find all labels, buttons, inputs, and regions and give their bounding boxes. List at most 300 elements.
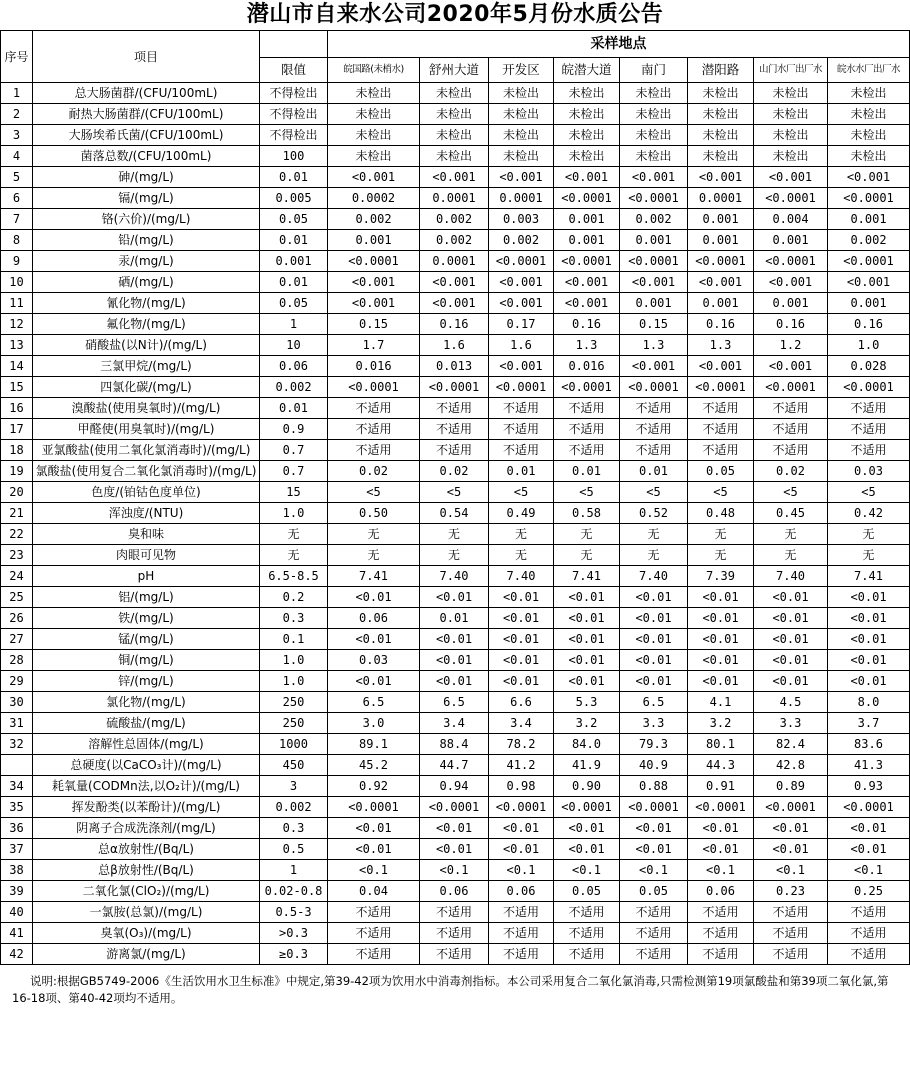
measured-value: 不适用: [620, 440, 688, 461]
measured-value: 不适用: [328, 440, 420, 461]
row-number: 7: [1, 209, 33, 230]
measured-value: 0.001: [554, 230, 620, 251]
measured-value: 未检出: [620, 146, 688, 167]
measured-value: <0.01: [620, 650, 688, 671]
table-row: [1, 734, 910, 755]
row-number: 17: [1, 419, 33, 440]
measured-value: <0.0001: [754, 797, 828, 818]
table-row: [1, 419, 910, 440]
measured-value: 不适用: [420, 944, 489, 965]
measured-value: 42.8: [754, 755, 828, 776]
limit-value: 250: [260, 713, 328, 734]
measured-value: 0.17: [489, 314, 554, 335]
measured-value: <0.0001: [554, 188, 620, 209]
measured-value: <0.0001: [489, 797, 554, 818]
table-row: [1, 104, 910, 125]
seq-header: 序号: [1, 31, 33, 83]
measured-value: 1.3: [554, 335, 620, 356]
measured-value: 不适用: [489, 398, 554, 419]
item-name: 锰/(mg/L): [33, 629, 260, 650]
item-name: 硒/(mg/L): [33, 272, 260, 293]
measured-value: <0.0001: [328, 251, 420, 272]
measured-value: <0.01: [328, 818, 420, 839]
measured-value: 0.001: [554, 209, 620, 230]
measured-value: <0.01: [828, 818, 910, 839]
measured-value: 0.002: [489, 230, 554, 251]
table-row: [1, 209, 910, 230]
item-name: 铅/(mg/L): [33, 230, 260, 251]
measured-value: 1.2: [754, 335, 828, 356]
row-number: 30: [1, 692, 33, 713]
measured-value: <5: [489, 482, 554, 503]
measured-value: 未检出: [328, 125, 420, 146]
site-header: 潜阳路: [688, 58, 754, 83]
measured-value: 不适用: [688, 944, 754, 965]
measured-value: 不适用: [489, 440, 554, 461]
measured-value: 7.40: [620, 566, 688, 587]
measured-value: 未检出: [328, 104, 420, 125]
measured-value: 0.002: [620, 209, 688, 230]
measured-value: 7.40: [420, 566, 489, 587]
measured-value: 0.16: [828, 314, 910, 335]
row-number: 9: [1, 251, 33, 272]
measured-value: 1.6: [420, 335, 489, 356]
table-row: [1, 629, 910, 650]
limit-value: 无: [260, 524, 328, 545]
row-number: 16: [1, 398, 33, 419]
measured-value: <0.01: [688, 839, 754, 860]
footnote: 说明:根据GB5749-2006《生活饮用水卫生标准》中规定,第39-42项为饮用水中消毒剂指标。本公司采用复合二氧化氯消毒,只需检测第19项氯酸盐和第39项二氧化氯,第16-18项、第40-42项均不适用。: [12, 974, 889, 1005]
measured-value: 0.42: [828, 503, 910, 524]
item-name: 总α放射性/(Bq/L): [33, 839, 260, 860]
measured-value: <0.01: [620, 629, 688, 650]
item-name: 氟化物/(mg/L): [33, 314, 260, 335]
measured-value: <0.001: [328, 167, 420, 188]
item-name: 耐热大肠菌群/(CFU/100mL): [33, 104, 260, 125]
measured-value: <0.1: [489, 860, 554, 881]
measured-value: <0.001: [328, 293, 420, 314]
measured-value: 0.0001: [688, 188, 754, 209]
row-number: 23: [1, 545, 33, 566]
measured-value: <0.001: [620, 167, 688, 188]
table-row: [1, 650, 910, 671]
measured-value: 不适用: [620, 419, 688, 440]
row-number: 1: [1, 83, 33, 104]
measured-value: 0.90: [554, 776, 620, 797]
measured-value: 未检出: [688, 104, 754, 125]
row-number: 42: [1, 944, 33, 965]
measured-value: <0.1: [688, 860, 754, 881]
limit-value: 6.5-8.5: [260, 566, 328, 587]
measured-value: 0.05: [554, 881, 620, 902]
measured-value: <0.01: [828, 839, 910, 860]
header-blank: [260, 31, 328, 58]
measured-value: <0.01: [420, 671, 489, 692]
measured-value: <0.01: [420, 839, 489, 860]
row-number: 8: [1, 230, 33, 251]
item-name: 铜/(mg/L): [33, 650, 260, 671]
measured-value: 3.4: [420, 713, 489, 734]
measured-value: <0.01: [554, 839, 620, 860]
measured-value: <5: [688, 482, 754, 503]
measured-value: 80.1: [688, 734, 754, 755]
measured-value: 未检出: [489, 125, 554, 146]
measured-value: 无: [688, 524, 754, 545]
table-row: [1, 671, 910, 692]
measured-value: <5: [554, 482, 620, 503]
measured-value: 0.001: [828, 209, 910, 230]
measured-value: 未检出: [554, 146, 620, 167]
measured-value: 7.40: [754, 566, 828, 587]
limit-value: 1: [260, 860, 328, 881]
measured-value: 0.16: [688, 314, 754, 335]
measured-value: <0.001: [554, 272, 620, 293]
measured-value: 3.4: [489, 713, 554, 734]
measured-value: <0.001: [828, 272, 910, 293]
limit-header: 限值: [260, 58, 328, 83]
item-name: 硫酸盐/(mg/L): [33, 713, 260, 734]
measured-value: 0.001: [828, 293, 910, 314]
measured-value: <0.01: [554, 818, 620, 839]
table-row: [1, 587, 910, 608]
measured-value: <0.001: [688, 356, 754, 377]
measured-value: <5: [828, 482, 910, 503]
measured-value: <0.0001: [688, 377, 754, 398]
measured-value: <0.01: [754, 629, 828, 650]
measured-value: 0.93: [828, 776, 910, 797]
measured-value: <0.0001: [489, 251, 554, 272]
table-row: [1, 566, 910, 587]
measured-value: 未检出: [554, 104, 620, 125]
item-name: 游离氯/(mg/L): [33, 944, 260, 965]
row-number: 29: [1, 671, 33, 692]
measured-value: 不适用: [688, 902, 754, 923]
measured-value: 78.2: [489, 734, 554, 755]
measured-value: <0.01: [420, 629, 489, 650]
item-name: 硝酸盐(以N计)/(mg/L): [33, 335, 260, 356]
measured-value: <0.01: [688, 818, 754, 839]
measured-value: 不适用: [754, 398, 828, 419]
measured-value: 未检出: [620, 125, 688, 146]
measured-value: <5: [420, 482, 489, 503]
table-row: [1, 440, 910, 461]
measured-value: 7.41: [828, 566, 910, 587]
measured-value: <0.01: [828, 671, 910, 692]
measured-value: 0.01: [554, 461, 620, 482]
measured-value: 无: [620, 545, 688, 566]
measured-value: <0.001: [420, 293, 489, 314]
measured-value: <0.001: [688, 272, 754, 293]
measured-value: <0.01: [828, 587, 910, 608]
measured-value: 0.16: [420, 314, 489, 335]
measured-value: <0.001: [489, 356, 554, 377]
measured-value: <0.0001: [828, 377, 910, 398]
row-number: 35: [1, 797, 33, 818]
measured-value: 45.2: [328, 755, 420, 776]
measured-value: 6.5: [620, 692, 688, 713]
row-number: 40: [1, 902, 33, 923]
item-name: 挥发酚类(以苯酚计)/(mg/L): [33, 797, 260, 818]
measured-value: <0.01: [620, 818, 688, 839]
measured-value: 无: [554, 545, 620, 566]
measured-value: 无: [328, 545, 420, 566]
measured-value: 3.2: [554, 713, 620, 734]
limit-value: 0.002: [260, 797, 328, 818]
limit-value: 0.1: [260, 629, 328, 650]
measured-value: 未检出: [754, 125, 828, 146]
measured-value: 83.6: [828, 734, 910, 755]
measured-value: 7.41: [328, 566, 420, 587]
item-name: 浑浊度/(NTU): [33, 503, 260, 524]
measured-value: <5: [754, 482, 828, 503]
limit-value: 无: [260, 545, 328, 566]
measured-value: 不适用: [554, 902, 620, 923]
measured-value: 未检出: [828, 125, 910, 146]
table-row: [1, 776, 910, 797]
measured-value: <0.0001: [828, 188, 910, 209]
item-name: 氰化物/(mg/L): [33, 293, 260, 314]
measured-value: <0.001: [620, 272, 688, 293]
row-number: 21: [1, 503, 33, 524]
row-number: 18: [1, 440, 33, 461]
measured-value: 未检出: [754, 83, 828, 104]
measured-value: 不适用: [754, 944, 828, 965]
limit-value: ≥0.3: [260, 944, 328, 965]
measured-value: <0.001: [754, 167, 828, 188]
table-row: [1, 797, 910, 818]
row-number: 11: [1, 293, 33, 314]
measured-value: 0.58: [554, 503, 620, 524]
measured-value: <0.0001: [554, 377, 620, 398]
measured-value: 0.016: [554, 356, 620, 377]
limit-value: 10: [260, 335, 328, 356]
measured-value: <0.01: [828, 650, 910, 671]
measured-value: 未检出: [328, 146, 420, 167]
measured-value: 不适用: [828, 902, 910, 923]
row-number: 20: [1, 482, 33, 503]
table-row: [1, 188, 910, 209]
measured-value: 不适用: [420, 419, 489, 440]
measured-value: 不适用: [754, 902, 828, 923]
measured-value: 0.89: [754, 776, 828, 797]
row-number: 34: [1, 776, 33, 797]
measured-value: <0.0001: [754, 251, 828, 272]
measured-value: 不适用: [554, 923, 620, 944]
measured-value: <0.0001: [420, 797, 489, 818]
measured-value: 无: [489, 545, 554, 566]
measured-value: 6.5: [328, 692, 420, 713]
measured-value: 0.01: [620, 461, 688, 482]
measured-value: 无: [754, 524, 828, 545]
measured-value: 不适用: [828, 944, 910, 965]
row-number: 15: [1, 377, 33, 398]
measured-value: 未检出: [489, 146, 554, 167]
measured-value: <0.001: [828, 167, 910, 188]
limit-value: 0.05: [260, 209, 328, 230]
measured-value: 0.05: [620, 881, 688, 902]
measured-value: 0.028: [828, 356, 910, 377]
measured-value: <0.01: [620, 671, 688, 692]
measured-value: <0.01: [688, 587, 754, 608]
row-number: 26: [1, 608, 33, 629]
measured-value: 0.04: [328, 881, 420, 902]
measured-value: 0.45: [754, 503, 828, 524]
measured-value: <0.01: [489, 839, 554, 860]
measured-value: 1.7: [328, 335, 420, 356]
measured-value: 0.88: [620, 776, 688, 797]
table-row: [1, 881, 910, 902]
measured-value: <0.01: [688, 608, 754, 629]
measured-value: 0.0002: [328, 188, 420, 209]
measured-value: <0.01: [754, 671, 828, 692]
measured-value: 41.2: [489, 755, 554, 776]
row-number: 37: [1, 839, 33, 860]
measured-value: 无: [489, 524, 554, 545]
measured-value: 3.3: [620, 713, 688, 734]
limit-value: 不得检出: [260, 104, 328, 125]
limit-value: 1.0: [260, 503, 328, 524]
measured-value: 不适用: [328, 902, 420, 923]
measured-value: 0.02: [328, 461, 420, 482]
measured-value: 不适用: [554, 398, 620, 419]
table-row: [1, 545, 910, 566]
measured-value: 0.48: [688, 503, 754, 524]
measured-value: 7.41: [554, 566, 620, 587]
measured-value: <0.0001: [688, 251, 754, 272]
item-header: 项目: [33, 31, 260, 83]
measured-value: <0.01: [688, 671, 754, 692]
measured-value: 0.54: [420, 503, 489, 524]
row-number: [1, 755, 33, 776]
measured-value: 7.40: [489, 566, 554, 587]
measured-value: 不适用: [489, 923, 554, 944]
measured-value: 未检出: [828, 104, 910, 125]
measured-value: 不适用: [828, 419, 910, 440]
measured-value: <0.0001: [554, 251, 620, 272]
measured-value: <0.001: [554, 293, 620, 314]
site-header: 舒州大道: [420, 58, 489, 83]
measured-value: <0.0001: [620, 377, 688, 398]
row-number: 12: [1, 314, 33, 335]
row-number: 28: [1, 650, 33, 671]
measured-value: 79.3: [620, 734, 688, 755]
limit-value: 0.01: [260, 272, 328, 293]
measured-value: 不适用: [328, 944, 420, 965]
measured-value: 41.3: [828, 755, 910, 776]
measured-value: <0.1: [754, 860, 828, 881]
item-name: 肉眼可见物: [33, 545, 260, 566]
row-number: 27: [1, 629, 33, 650]
row-number: 38: [1, 860, 33, 881]
measured-value: 3.0: [328, 713, 420, 734]
limit-value: 1: [260, 314, 328, 335]
item-name: 亚氯酸盐(使用二氧化氯消毒时)/(mg/L): [33, 440, 260, 461]
measured-value: <0.01: [688, 629, 754, 650]
measured-value: 不适用: [620, 902, 688, 923]
limit-value: 1.0: [260, 671, 328, 692]
item-name: 铝/(mg/L): [33, 587, 260, 608]
limit-value: 0.5: [260, 839, 328, 860]
measured-value: 0.50: [328, 503, 420, 524]
measured-value: 不适用: [620, 944, 688, 965]
measured-value: <0.001: [489, 272, 554, 293]
measured-value: <0.01: [754, 587, 828, 608]
measured-value: 未检出: [554, 125, 620, 146]
measured-value: <0.01: [554, 587, 620, 608]
measured-value: 0.23: [754, 881, 828, 902]
item-name: 总硬度(以CaCO₃计)/(mg/L): [33, 755, 260, 776]
row-number: 3: [1, 125, 33, 146]
table-row: [1, 356, 910, 377]
measured-value: <0.01: [328, 839, 420, 860]
measured-value: 40.9: [620, 755, 688, 776]
measured-value: 未检出: [620, 104, 688, 125]
measured-value: 无: [554, 524, 620, 545]
measured-value: 无: [328, 524, 420, 545]
measured-value: 0.001: [754, 230, 828, 251]
measured-value: 84.0: [554, 734, 620, 755]
measured-value: 1.3: [620, 335, 688, 356]
measured-value: 未检出: [328, 83, 420, 104]
table-row: [1, 713, 910, 734]
water-quality-table: [0, 30, 910, 965]
measured-value: <0.01: [688, 650, 754, 671]
item-name: 色度/(铂钴色度单位): [33, 482, 260, 503]
item-name: 溴酸盐(使用臭氧时)/(mg/L): [33, 398, 260, 419]
row-number: 31: [1, 713, 33, 734]
measured-value: 4.5: [754, 692, 828, 713]
measured-value: 不适用: [328, 923, 420, 944]
measured-value: <0.01: [489, 608, 554, 629]
measured-value: <0.001: [754, 356, 828, 377]
measured-value: 1.0: [828, 335, 910, 356]
measured-value: 44.7: [420, 755, 489, 776]
measured-value: <0.01: [754, 818, 828, 839]
measured-value: 0.91: [688, 776, 754, 797]
table-row: [1, 293, 910, 314]
measured-value: 0.03: [328, 650, 420, 671]
measured-value: 0.01: [489, 461, 554, 482]
measured-value: 0.004: [754, 209, 828, 230]
measured-value: 不适用: [420, 902, 489, 923]
table-row: [1, 314, 910, 335]
site-header: 开发区: [489, 58, 554, 83]
measured-value: 不适用: [489, 944, 554, 965]
measured-value: 不适用: [489, 902, 554, 923]
limit-value: 3: [260, 776, 328, 797]
measured-value: 0.002: [828, 230, 910, 251]
row-number: 22: [1, 524, 33, 545]
measured-value: 1.6: [489, 335, 554, 356]
item-name: 耗氧量(CODMn法,以O₂计)/(mg/L): [33, 776, 260, 797]
measured-value: 无: [620, 524, 688, 545]
row-number: 14: [1, 356, 33, 377]
measured-value: <0.001: [328, 272, 420, 293]
measured-value: 8.0: [828, 692, 910, 713]
measured-value: <0.01: [489, 650, 554, 671]
measured-value: 未检出: [489, 104, 554, 125]
measured-value: 不适用: [688, 440, 754, 461]
row-number: 10: [1, 272, 33, 293]
measured-value: 7.39: [688, 566, 754, 587]
limit-value: 0.002: [260, 377, 328, 398]
row-number: 32: [1, 734, 33, 755]
measured-value: 0.01: [420, 608, 489, 629]
measured-value: <0.1: [620, 860, 688, 881]
table-row: [1, 818, 910, 839]
limit-value: 0.06: [260, 356, 328, 377]
item-name: 甲醛使(用臭氧时)/(mg/L): [33, 419, 260, 440]
